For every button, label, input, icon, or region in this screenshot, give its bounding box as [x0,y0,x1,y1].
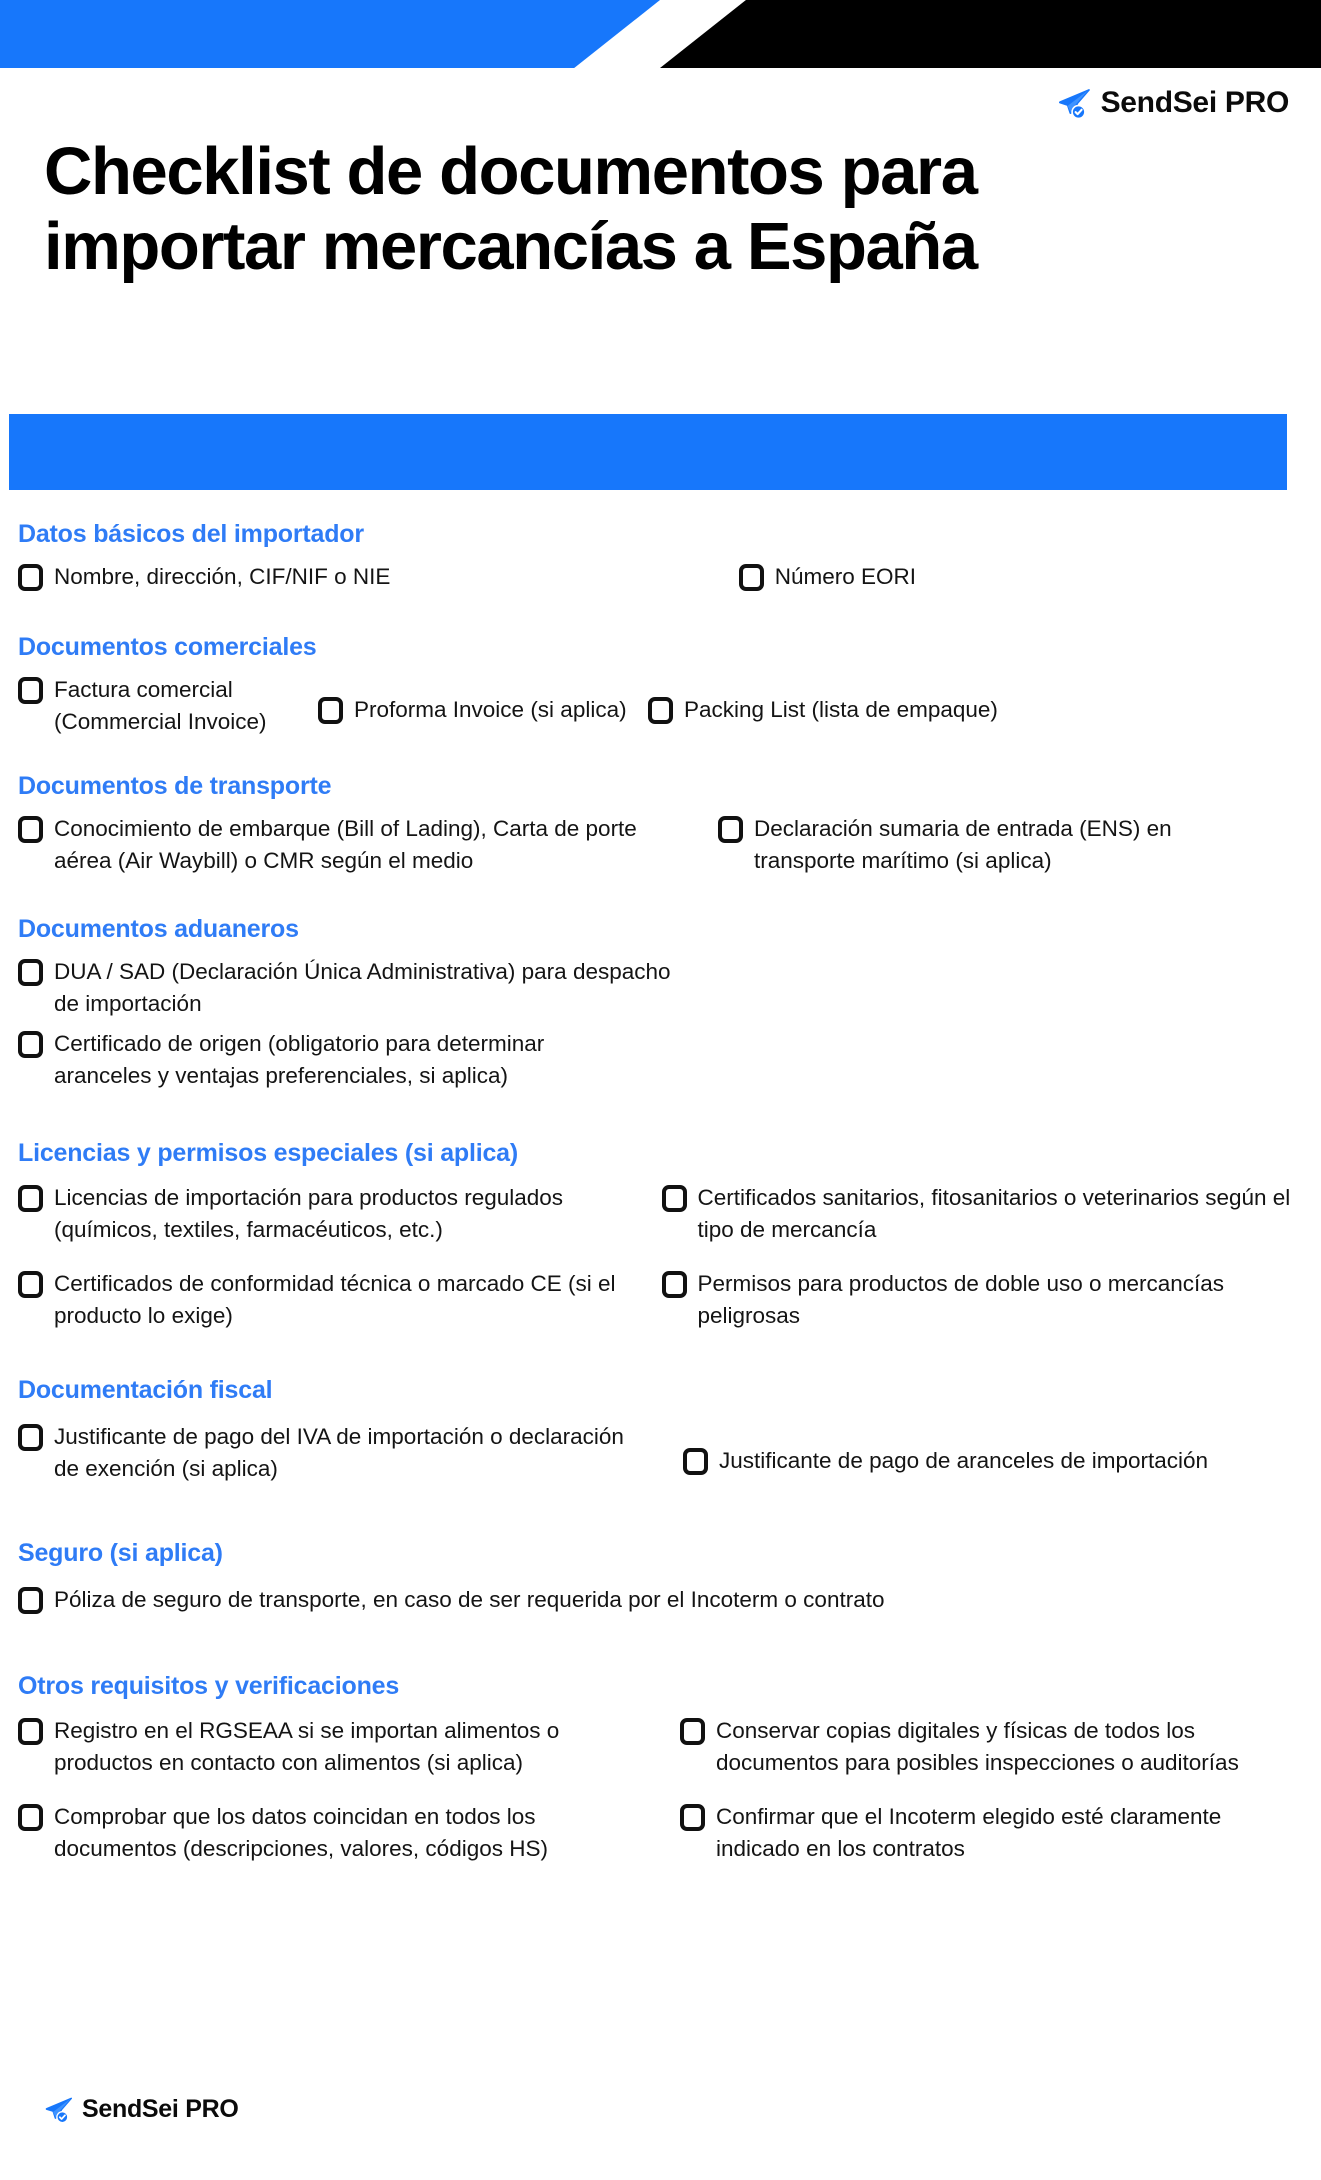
checklist-item-label: Conservar copias digitales y físicas de todos los documentos para posibles inspecciones o auditorías [716,1718,1239,1775]
checklist-item-label: DUA / SAD (Declaración Única Administrativa) para despacho de importación [54,958,671,1016]
checklist-item-label: Packing List (lista de empaque) [684,696,998,722]
checklist-content [0,520,1321,1873]
checklist-item-label: Justificante de pago de aranceles de importación [719,1448,1209,1474]
checkbox-icon[interactable] [18,816,43,843]
checkbox-icon[interactable] [18,1718,43,1745]
brand-name: SendSei PRO [1100,86,1289,119]
checklist-item[interactable] [18,674,318,738]
checkbox-icon[interactable] [18,1271,43,1298]
section-licencias [0,1139,1321,1340]
checklist-item-label: Conocimiento de embarque (Bill of Lading), Carta de porte aérea (Air Waybill) o CMR según el medio [54,815,637,873]
paper-plane-check-icon [44,2095,73,2124]
checklist-items [18,1584,1305,1624]
checkbox-icon[interactable] [662,1185,687,1212]
footer-brand-logo [44,2095,238,2124]
brand-name: SendSei PRO [82,2095,239,2123]
checklist-item-label: Comprobar que los datos coincidan en todos los documentos (descripciones, valores, códigos HS) [54,1803,548,1861]
section-title: Otros requisitos y verificaciones [18,1672,400,1700]
checklist-item-label: Permisos para productos de doble uso o mercancías peligrosas [697,1271,1225,1329]
checkbox-icon[interactable] [662,1271,687,1298]
checklist-items [18,1421,1305,1493]
checkbox-icon[interactable] [18,1185,43,1212]
top-banner [0,0,1321,68]
section-title: Datos básicos del importador [18,520,364,548]
checklist-item-label: Registro en el RGSEAA si se importan alimentos o productos en contacto con alimentos (si aplica) [54,1718,560,1775]
checkbox-icon[interactable] [18,1804,43,1831]
checklist-item-label: Declaración sumaria de entrada (ENS) en transporte marítimo (si aplica) [754,815,1172,873]
paper-plane-check-icon [1057,86,1091,120]
checklist-item-label: Certificado de origen (obligatorio para determinar aranceles y ventajas preferenciales, si aplica) [54,1030,545,1088]
checklist-item[interactable] [18,561,636,593]
checklist-item[interactable] [18,1801,658,1865]
checklist-item[interactable] [18,1028,633,1092]
section-title: Documentos de transporte [18,771,332,800]
banner-black-shape [660,0,1321,68]
checklist-items [18,1715,1305,1873]
checklist-item[interactable] [18,1715,658,1779]
checklist-item-label: Licencias de importación para productos regulados (químicos, textiles, farmacéuticos, etc.) [54,1185,564,1243]
checkbox-icon[interactable] [18,564,43,591]
checkbox-icon[interactable] [739,564,764,591]
section-aduaneros [0,915,1321,1100]
section-transporte [0,772,1321,885]
checklist-item[interactable] [18,956,708,1020]
checklist-item[interactable] [658,1421,1298,1477]
checklist-item[interactable] [18,1584,1305,1616]
checklist-item[interactable] [662,1182,1306,1246]
checklist-item[interactable] [648,674,1048,726]
checklist-item-label: Factura comercial (Commercial Invoice) [54,676,267,734]
checklist-item[interactable] [662,1268,1306,1332]
checklist-items [18,813,1305,885]
checklist-item[interactable] [739,561,1254,593]
section-title: Documentos aduaneros [18,914,299,943]
header-brand-logo [1057,86,1289,120]
page-title: Checklist de documentos para importar mercancías a España [44,134,977,285]
checkbox-icon[interactable] [18,959,43,986]
checkbox-icon[interactable] [680,1804,705,1831]
checklist-item-label: Certificados de conformidad técnica o marcado CE (si el producto lo exige) [54,1271,616,1329]
checkbox-icon[interactable] [18,1031,43,1058]
section-basic [0,520,1321,601]
blue-divider-bar [9,414,1287,490]
section-fiscal [0,1376,1321,1493]
section-seguro [0,1539,1321,1624]
checkbox-icon[interactable] [18,1587,43,1614]
checklist-item[interactable] [658,1715,1298,1779]
checklist-items [18,674,1305,746]
section-otros [0,1672,1321,1873]
checkbox-icon[interactable] [718,816,743,843]
checklist-item-label: Póliza de seguro de transporte, en caso de ser requerida por el Incoterm o contrato [54,1587,885,1613]
checklist-item-label: Nombre, dirección, CIF/NIF o NIE [54,564,391,589]
checklist-items [18,561,1305,601]
checkbox-icon[interactable] [18,1424,43,1451]
checklist-item[interactable] [18,1268,662,1332]
checklist-item[interactable] [18,813,658,877]
checkbox-icon[interactable] [680,1718,705,1745]
section-title: Documentos comerciales [18,632,317,661]
checklist-item-label: Número EORI [774,564,916,589]
checklist-item-label: Justificante de pago del IVA de importación o declaración de exención (si aplica) [54,1424,624,1482]
checklist-item-label: Proforma Invoice (si aplica) [354,696,627,722]
checklist-items [18,1182,1305,1340]
section-comercial [0,633,1321,746]
checkbox-icon[interactable] [18,677,43,704]
checklist-item[interactable] [658,813,1258,877]
section-title: Documentación fiscal [18,1376,273,1405]
checklist-item-label: Certificados sanitarios, fitosanitarios o veterinarios según el tipo de mercancía [697,1185,1291,1243]
checklist-item[interactable] [18,1421,658,1485]
checklist-item[interactable] [318,674,648,726]
checkbox-icon[interactable] [648,697,673,724]
checkbox-icon[interactable] [683,1448,708,1475]
checklist-item-label: Confirmar que el Incoterm elegido esté claramente indicado en los contratos [716,1803,1222,1861]
checkbox-icon[interactable] [318,697,343,724]
section-title: Seguro (si aplica) [18,1539,223,1568]
section-title: Licencias y permisos especiales (si aplica) [18,1139,519,1168]
checklist-items [18,956,1305,1100]
checklist-item[interactable] [18,1182,662,1246]
banner-blue-shape [0,0,660,68]
checklist-item[interactable] [658,1801,1298,1865]
